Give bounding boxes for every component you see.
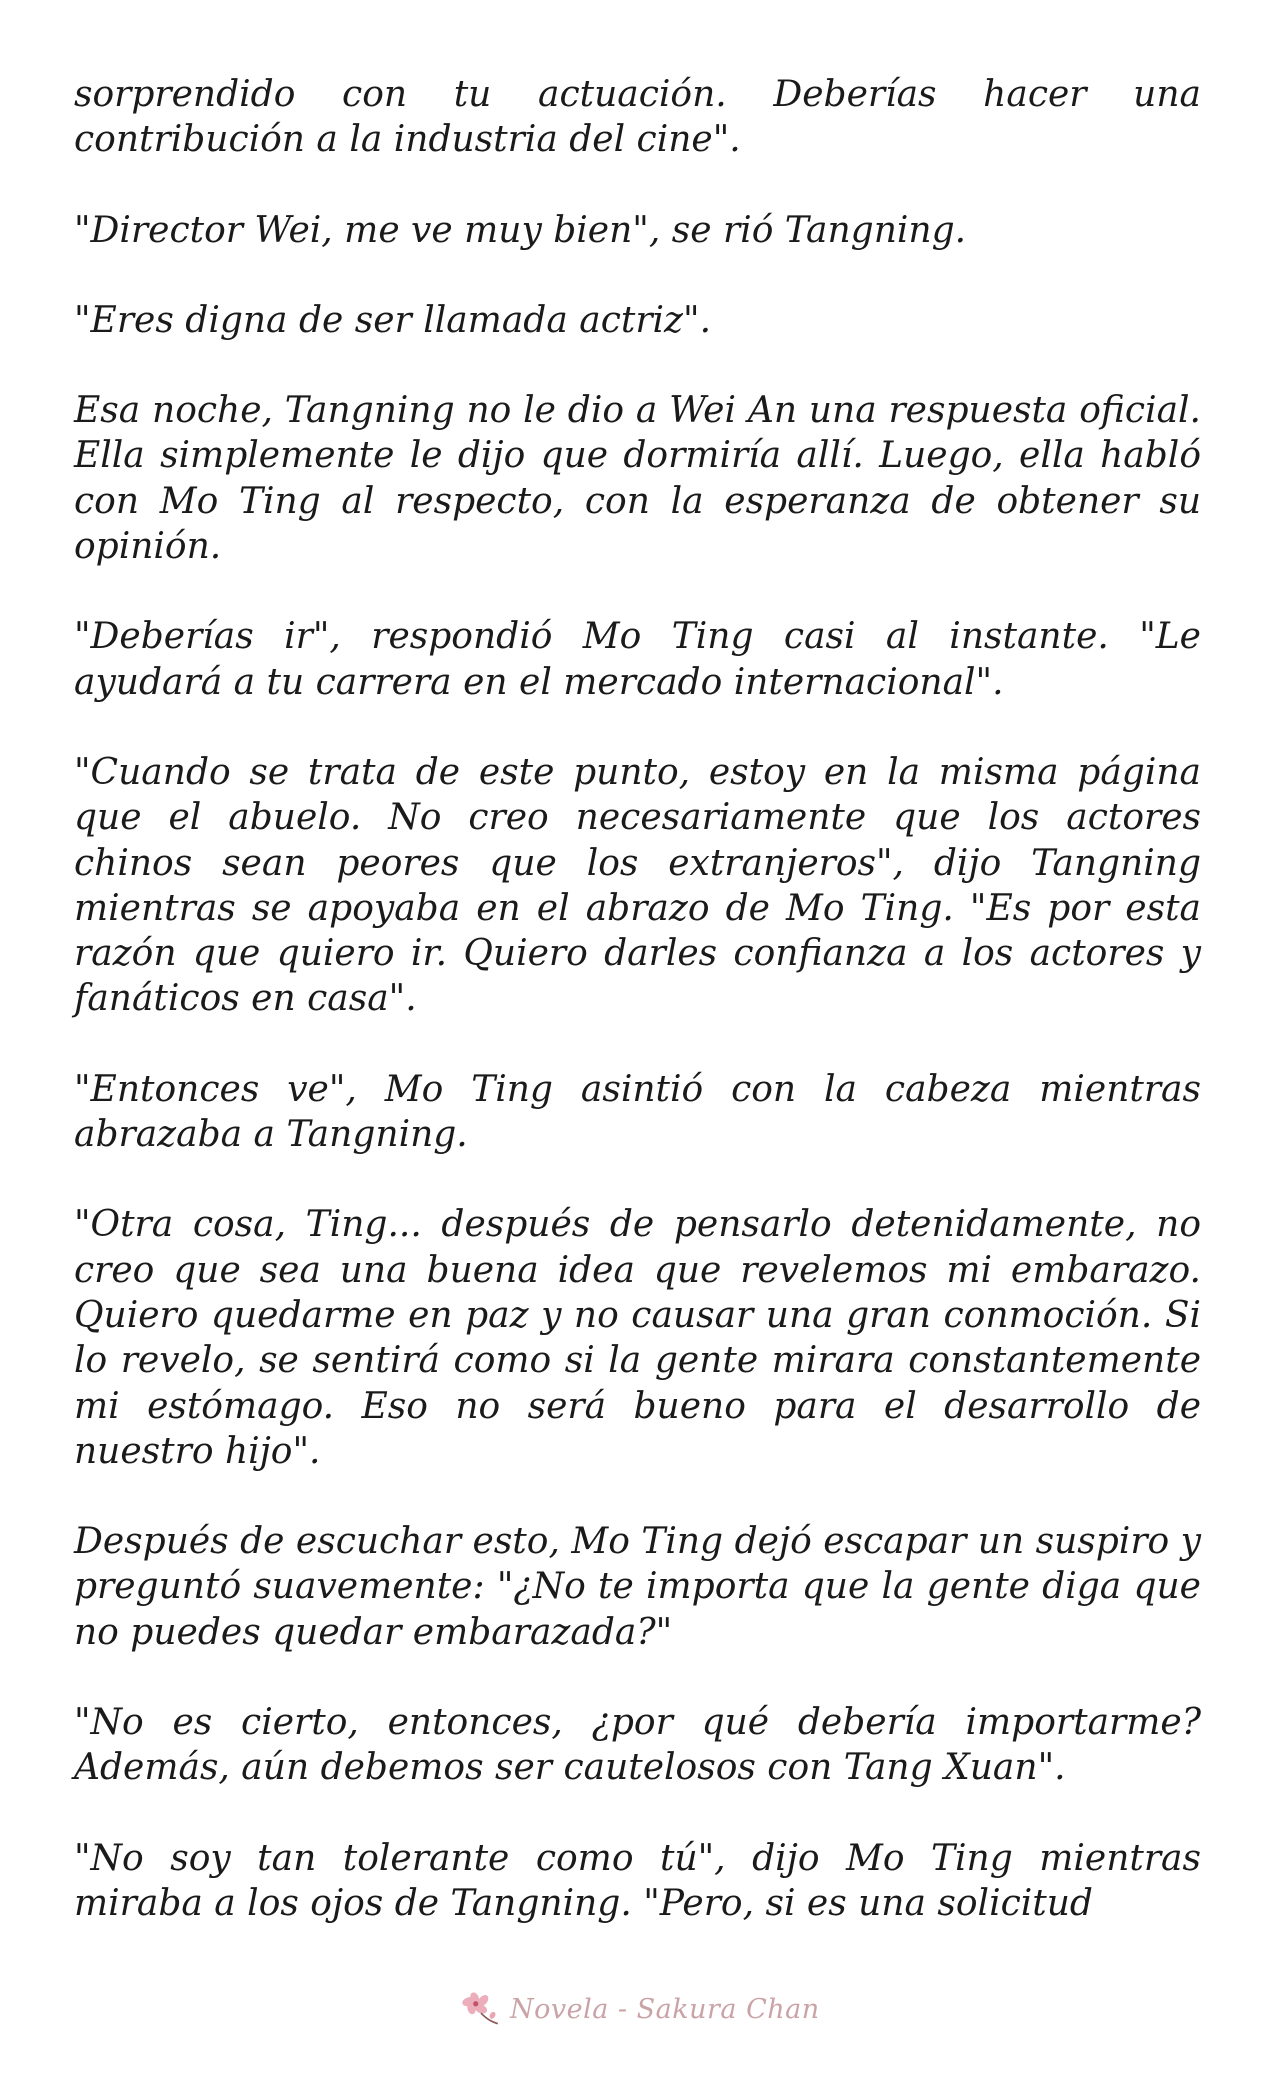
paragraph: "Cuando se trata de este punto, estoy en la misma página que el abuelo. No creo necesariamente que los actores chinos sean peores que los extranjeros", dijo Tangning mientras se apoyaba en el abrazo de Mo Ting. "Es por esta razón que quiero ir. Quiero darles confianza a los actores y fanáticos en casa". xyxy=(74,751,1201,1020)
watermark-text: Novela - Sakura Chan xyxy=(510,1993,820,2025)
paragraph: "Director Wei, me ve muy bien", se rió Tangning. xyxy=(74,209,967,251)
paragraph: "Deberías ir", respondió Mo Ting casi al instante. "Le ayudará a tu carrera en el mercado internacional". xyxy=(74,616,1201,703)
sakura-flower-icon xyxy=(460,1988,502,2030)
paragraph: "No es cierto, entonces, ¿por qué debería importarme? Además, aún debemos ser cautelosos con Tang Xuan". xyxy=(74,1702,1201,1789)
watermark xyxy=(460,1984,840,2034)
text-body xyxy=(74,72,1201,1971)
paragraph: "Otra cosa, Ting... después de pensarlo detenidamente, no creo que sea una buena idea que revelemos mi embarazo. Quiero quedarme en paz y no causar una gran conmoción. Si lo revelo, se sentirá como si la gente mirara constantemente mi estómago. Eso no será bueno para el desarrollo de nuestro hijo". xyxy=(74,1204,1201,1472)
paragraph: "No soy tan tolerante como tú", dijo Mo Ting mientras miraba a los ojos de Tangning. "Pero, si es una solicitud xyxy=(74,1837,1201,1924)
paragraph: "Eres digna de ser llamada actriz". xyxy=(74,299,712,341)
paragraph: sorprendido con tu actuación. Deberías hacer una contribución a la industria del cine". xyxy=(74,74,1201,161)
paragraph: Esa noche, Tangning no le dio a Wei An una respuesta oficial. Ella simplemente le dijo que dormiría allí. Luego, ella habló con Mo Ting al respecto, con la esperanza de obtener su opinión. xyxy=(74,390,1201,568)
paragraph: "Entonces ve", Mo Ting asintió con la cabeza mientras abrazaba a Tangning. xyxy=(74,1068,1201,1156)
paragraph: Después de escuchar esto, Mo Ting dejó escapar un suspiro y preguntó suavemente: "¿No te importa que la gente diga que no puedes quedar embarazada?" xyxy=(74,1521,1201,1653)
